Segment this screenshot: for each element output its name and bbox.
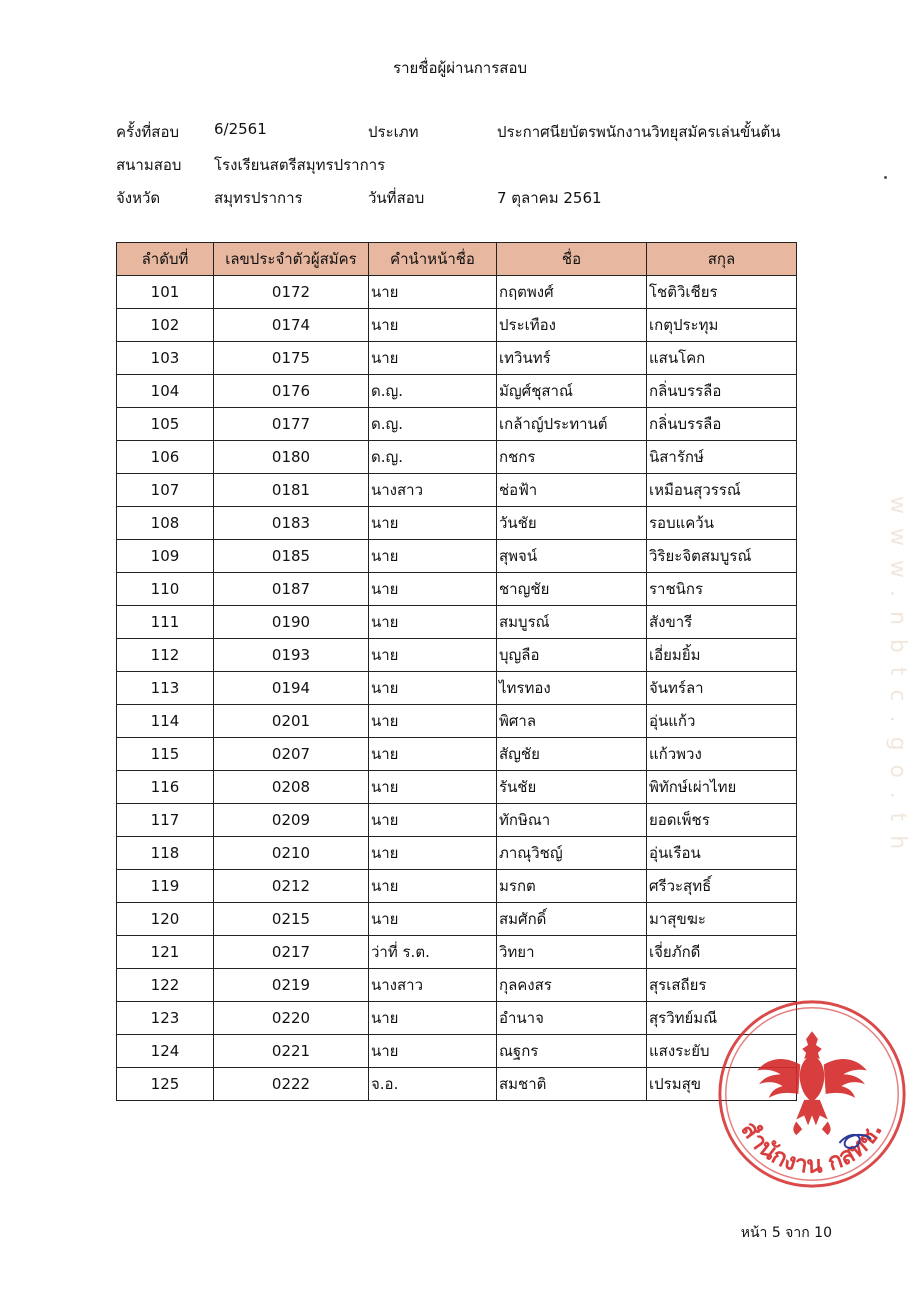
cell-last-name: แสงระยับ [647, 1035, 797, 1068]
cell-order: 125 [117, 1068, 214, 1101]
cell-applicant-id: 0185 [214, 540, 369, 573]
cell-applicant-id: 0172 [214, 276, 369, 309]
cell-last-name: มาสุขฆะ [647, 903, 797, 936]
type-label: ประเภท [368, 123, 419, 141]
round-label: ครั้งที่สอบ [116, 123, 179, 141]
table-row [117, 276, 797, 309]
cell-first-name: วันชัย [497, 507, 647, 540]
cell-prefix: ว่าที่ ร.ต. [369, 936, 497, 969]
cell-applicant-id: 0181 [214, 474, 369, 507]
header-prefix: คำนำหน้าชื่อ [369, 243, 497, 276]
cell-prefix: นาย [369, 705, 497, 738]
cell-last-name: ยอดเพ็ชร [647, 804, 797, 837]
cell-prefix: นาย [369, 870, 497, 903]
cell-order: 120 [117, 903, 214, 936]
cell-first-name: วิทยา [497, 936, 647, 969]
watermark: www.nbtc.go.th [885, 496, 910, 864]
cell-applicant-id: 0212 [214, 870, 369, 903]
cell-last-name: กลิ่นบรรลือ [647, 375, 797, 408]
cell-last-name: แสนโคก [647, 342, 797, 375]
cell-order: 107 [117, 474, 214, 507]
cell-first-name: มรกต [497, 870, 647, 903]
cell-applicant-id: 0210 [214, 837, 369, 870]
table-row [117, 342, 797, 375]
cell-applicant-id: 0180 [214, 441, 369, 474]
cell-first-name: บุญลือ [497, 639, 647, 672]
table-row [117, 672, 797, 705]
table-row [117, 1035, 797, 1068]
seal-text: สำนักงาน กสทช. [735, 1115, 889, 1179]
cell-prefix: นาย [369, 639, 497, 672]
cell-prefix: นาย [369, 1002, 497, 1035]
cell-last-name: จันทร์ลา [647, 672, 797, 705]
cell-prefix: ด.ญ. [369, 375, 497, 408]
cell-applicant-id: 0183 [214, 507, 369, 540]
cell-applicant-id: 0190 [214, 606, 369, 639]
cell-last-name: รอบแคว้น [647, 507, 797, 540]
cell-prefix: นาย [369, 276, 497, 309]
cell-order: 113 [117, 672, 214, 705]
cell-applicant-id: 0209 [214, 804, 369, 837]
cell-last-name: เหมือนสุวรรณ์ [647, 474, 797, 507]
cell-first-name: ภาณุวิชญ์ [497, 837, 647, 870]
cell-last-name: เจี่ยภักดี [647, 936, 797, 969]
cell-order: 101 [117, 276, 214, 309]
cell-applicant-id: 0193 [214, 639, 369, 672]
cell-last-name: สุรวิทย์มณี [647, 1002, 797, 1035]
cell-first-name: สมศักดิ์ [497, 903, 647, 936]
date-label: วันที่สอบ [368, 189, 425, 207]
table-row [117, 738, 797, 771]
venue-value: โรงเรียนสตรีสมุทรปราการ [214, 156, 386, 174]
cell-order: 103 [117, 342, 214, 375]
nbtc-seal-icon [714, 996, 910, 1192]
cell-first-name: เทวินทร์ [497, 342, 647, 375]
cell-prefix: นาย [369, 309, 497, 342]
cell-last-name: สุรเสถียร [647, 969, 797, 1002]
cell-prefix: จ.อ. [369, 1068, 497, 1101]
cell-prefix: นาย [369, 573, 497, 606]
table-row [117, 1068, 797, 1101]
cell-first-name: ทักษิณา [497, 804, 647, 837]
table-row [117, 507, 797, 540]
speck [884, 176, 887, 179]
cell-prefix: นาย [369, 672, 497, 705]
cell-first-name: พิศาล [497, 705, 647, 738]
header-last-name: สกุล [647, 243, 797, 276]
cell-last-name: กลิ่นบรรลือ [647, 408, 797, 441]
cell-first-name: มัญศ์ชุสาณ์ [497, 375, 647, 408]
header-first-name: ชื่อ [497, 243, 647, 276]
cell-last-name: พิทักษ์เผ่าไทย [647, 771, 797, 804]
cell-order: 123 [117, 1002, 214, 1035]
cell-first-name: สมบูรณ์ [497, 606, 647, 639]
cell-order: 115 [117, 738, 214, 771]
table-row [117, 1002, 797, 1035]
cell-first-name: ชาญชัย [497, 573, 647, 606]
cell-prefix: นางสาว [369, 474, 497, 507]
cell-order: 105 [117, 408, 214, 441]
cell-last-name: โชติวิเชียร [647, 276, 797, 309]
table-row [117, 375, 797, 408]
cell-first-name: กชกร [497, 441, 647, 474]
cell-order: 109 [117, 540, 214, 573]
cell-applicant-id: 0201 [214, 705, 369, 738]
table-row [117, 540, 797, 573]
table-row [117, 441, 797, 474]
cell-last-name: ศรีวะสุทธิ์ [647, 870, 797, 903]
cell-last-name: นิสารักษ์ [647, 441, 797, 474]
cell-first-name: ณฐกร [497, 1035, 647, 1068]
header-applicant-id: เลขประจำตัวผู้สมัคร [214, 243, 369, 276]
cell-prefix: นาย [369, 606, 497, 639]
table-header-row [117, 243, 797, 276]
cell-last-name: แก้วพวง [647, 738, 797, 771]
cell-last-name: อุ่นเรือน [647, 837, 797, 870]
cell-last-name: เปรมสุข [647, 1068, 797, 1101]
cell-first-name: รันชัย [497, 771, 647, 804]
table-row [117, 573, 797, 606]
cell-prefix: นาย [369, 837, 497, 870]
cell-order: 110 [117, 573, 214, 606]
cell-order: 116 [117, 771, 214, 804]
cell-prefix: นาย [369, 507, 497, 540]
table-row [117, 639, 797, 672]
cell-order: 121 [117, 936, 214, 969]
cell-first-name: ประเทือง [497, 309, 647, 342]
table-row [117, 837, 797, 870]
cell-applicant-id: 0219 [214, 969, 369, 1002]
cell-applicant-id: 0208 [214, 771, 369, 804]
cell-applicant-id: 0215 [214, 903, 369, 936]
cell-first-name: ไทรทอง [497, 672, 647, 705]
table-row [117, 969, 797, 1002]
cell-applicant-id: 0221 [214, 1035, 369, 1068]
cell-prefix: ด.ญ. [369, 441, 497, 474]
cell-first-name: เกล้าญ์ประทานต์ [497, 408, 647, 441]
province-value: สมุทรปราการ [214, 189, 303, 207]
date-value: 7 ตุลาคม 2561 [497, 189, 602, 207]
cell-order: 117 [117, 804, 214, 837]
cell-order: 119 [117, 870, 214, 903]
page-title: รายชื่อผู้ผ่านการสอบ [393, 59, 527, 77]
cell-last-name: วิริยะจิตสมบูรณ์ [647, 540, 797, 573]
table-row [117, 804, 797, 837]
table-row [117, 606, 797, 639]
cell-last-name: ราชนิกร [647, 573, 797, 606]
cell-order: 122 [117, 969, 214, 1002]
page-number: หน้า 5 จาก 10 [740, 1225, 832, 1241]
cell-prefix: นาย [369, 342, 497, 375]
cell-applicant-id: 0207 [214, 738, 369, 771]
cell-prefix: นาย [369, 903, 497, 936]
venue-label: สนามสอบ [116, 156, 182, 174]
cell-prefix: นาย [369, 540, 497, 573]
cell-order: 108 [117, 507, 214, 540]
type-value: ประกาศนียบัตรพนักงานวิทยุสมัครเล่นขั้นต้น [497, 123, 781, 141]
cell-prefix: นาย [369, 1035, 497, 1068]
cell-last-name: เกตุประทุม [647, 309, 797, 342]
province-label: จังหวัด [116, 189, 161, 207]
cell-applicant-id: 0175 [214, 342, 369, 375]
cell-prefix: นางสาว [369, 969, 497, 1002]
table-row [117, 870, 797, 903]
cell-applicant-id: 0220 [214, 1002, 369, 1035]
cell-applicant-id: 0176 [214, 375, 369, 408]
cell-prefix: นาย [369, 771, 497, 804]
cell-applicant-id: 0194 [214, 672, 369, 705]
passed-candidates-table [116, 242, 797, 1101]
header-order: ลำดับที่ [117, 243, 214, 276]
cell-order: 124 [117, 1035, 214, 1068]
cell-last-name: อุ่นแก้ว [647, 705, 797, 738]
cell-first-name: สุพจน์ [497, 540, 647, 573]
cell-order: 114 [117, 705, 214, 738]
cell-prefix: นาย [369, 804, 497, 837]
cell-applicant-id: 0217 [214, 936, 369, 969]
cell-last-name: เอี่ยมยิ้ม [647, 639, 797, 672]
cell-order: 111 [117, 606, 214, 639]
cell-applicant-id: 0222 [214, 1068, 369, 1101]
cell-order: 106 [117, 441, 214, 474]
cell-prefix: ด.ญ. [369, 408, 497, 441]
table-row [117, 705, 797, 738]
cell-first-name: ช่อฟ้า [497, 474, 647, 507]
table-row [117, 771, 797, 804]
cell-first-name: สมชาติ [497, 1068, 647, 1101]
cell-last-name: สังขารี [647, 606, 797, 639]
cell-order: 112 [117, 639, 214, 672]
round-value: 6/2561 [214, 120, 267, 138]
cell-order: 104 [117, 375, 214, 408]
cell-first-name: กฤตพงศ์ [497, 276, 647, 309]
table-row [117, 408, 797, 441]
cell-order: 118 [117, 837, 214, 870]
table-row [117, 903, 797, 936]
cell-first-name: สัญชัย [497, 738, 647, 771]
cell-first-name: อำนาจ [497, 1002, 647, 1035]
cell-first-name: กุลคงสร [497, 969, 647, 1002]
table-row [117, 474, 797, 507]
cell-order: 102 [117, 309, 214, 342]
cell-prefix: นาย [369, 738, 497, 771]
cell-applicant-id: 0177 [214, 408, 369, 441]
table-row [117, 309, 797, 342]
cell-applicant-id: 0174 [214, 309, 369, 342]
cell-applicant-id: 0187 [214, 573, 369, 606]
table-row [117, 936, 797, 969]
